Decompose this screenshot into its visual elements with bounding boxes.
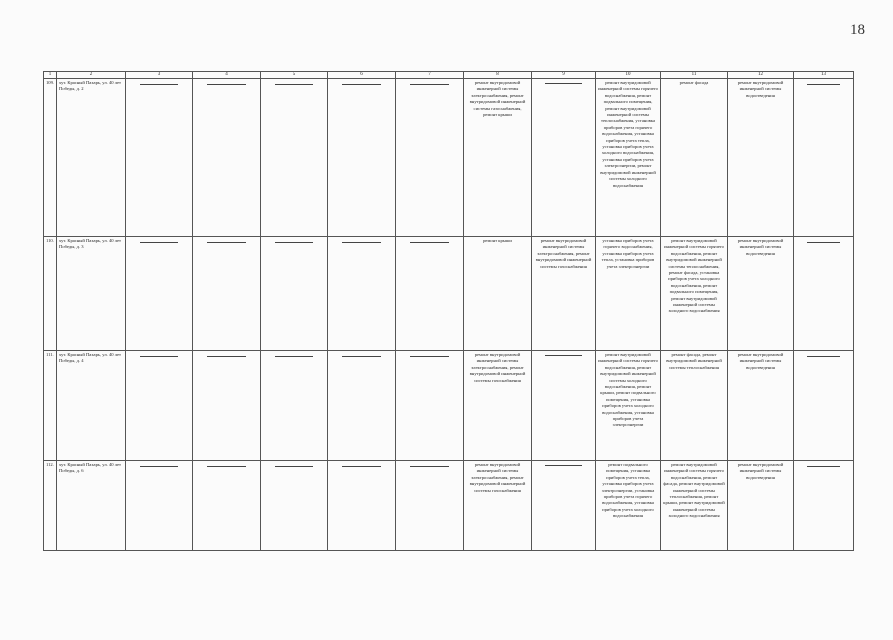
column-header: 8 xyxy=(464,72,532,79)
empty-cell xyxy=(126,79,193,237)
works-cell: ремонт фасада, ремонт внутридомовой инженерной системы теплоснабжения xyxy=(661,351,728,461)
empty-cell xyxy=(261,79,328,237)
works-cell: ремонт внутридомовой инженерной системы водоотведения xyxy=(728,461,794,551)
dash-mark xyxy=(342,466,381,467)
works-cell: ремонт внутридомовой инженерной системы электроснабжения, ремонт внутридомовой инженерной системы газоснабжения xyxy=(464,351,532,461)
row-address: хут. Красный Пахарь, ул. 40 лет Победы, д. 2 xyxy=(57,79,126,237)
empty-cell xyxy=(794,237,854,351)
empty-cell xyxy=(396,237,464,351)
dash-mark xyxy=(342,84,381,85)
dash-mark xyxy=(207,466,246,467)
dash-mark xyxy=(140,242,178,243)
row-number: 109. xyxy=(44,79,57,237)
dash-mark xyxy=(207,242,246,243)
dash-mark xyxy=(410,242,449,243)
row-number: 111. xyxy=(44,351,57,461)
dash-mark xyxy=(140,84,178,85)
dash-mark xyxy=(410,84,449,85)
dash-mark xyxy=(275,466,313,467)
empty-cell xyxy=(532,461,596,551)
dash-mark xyxy=(410,466,449,467)
dash-mark xyxy=(410,356,449,357)
table-row xyxy=(44,351,854,461)
dash-mark xyxy=(807,84,840,85)
row-address: хут. Красный Пахарь, ул. 40 лет Победы, д. 4 xyxy=(57,351,126,461)
empty-cell xyxy=(126,461,193,551)
column-header: 6 xyxy=(328,72,396,79)
empty-cell xyxy=(396,461,464,551)
works-cell: ремонт внутридомовой инженерной системы водоотведения xyxy=(728,351,794,461)
works-cell: ремонт внутридомовой инженерной системы водоотведения xyxy=(728,237,794,351)
empty-cell xyxy=(328,461,396,551)
dash-mark xyxy=(275,242,313,243)
works-cell: ремонт внутридомовой инженерной системы водоотведения xyxy=(728,79,794,237)
empty-cell xyxy=(794,351,854,461)
empty-cell xyxy=(193,461,261,551)
works-cell: ремонт внутридомовой инженерной системы электроснабжения, ремонт внутридомовой инженерной системы газоснабжения xyxy=(532,237,596,351)
works-cell: ремонт внутридомовой инженерной системы горячего водоснабжения, ремонт внутридомовой инженерной системы холодного водоснабжения, ремонт крыши, ремонт подвального помещения, установка приборов учета холодного водоснабжения, установка приборов учета электроэнергии xyxy=(596,351,661,461)
column-header: 10 xyxy=(596,72,661,79)
works-cell: ремонт внутридомовой инженерной системы горячего водоснабжения, ремонт внутридомовой инженерной системы теплоснабжения, ремонт фасада, установка приборов учета холодного водоснабжения, ремонт подвального помещения, ремонт внутридомовой инженерной системы холодного водоснабжения xyxy=(661,237,728,351)
empty-cell xyxy=(126,351,193,461)
column-header: 3 xyxy=(126,72,193,79)
empty-cell xyxy=(261,237,328,351)
empty-cell xyxy=(396,79,464,237)
dash-mark xyxy=(545,355,582,356)
works-cell: установка приборов учета горячего водоснабжения, установка приборов учета тепла, установка приборов учета электроэнергии xyxy=(596,237,661,351)
row-number: 110. xyxy=(44,237,57,351)
works-cell: ремонт крыши xyxy=(464,237,532,351)
column-header: 11 xyxy=(661,72,728,79)
works-cell: ремонт внутридомовой инженерной системы горячего водоснабжения, ремонт фасада, ремонт внутридомовой инженерной системы теплоснабжения, ремонт крыши, ремонт внутридомовой инженерной системы холодного водоснабжения xyxy=(661,461,728,551)
dash-mark xyxy=(275,84,313,85)
empty-cell xyxy=(193,237,261,351)
empty-cell xyxy=(794,461,854,551)
dash-mark xyxy=(275,356,313,357)
row-number: 112. xyxy=(44,461,57,551)
empty-cell xyxy=(193,351,261,461)
dash-mark xyxy=(807,466,840,467)
dash-mark xyxy=(207,356,246,357)
table-row xyxy=(44,237,854,351)
column-header: 1 xyxy=(44,72,57,79)
page-number: 18 xyxy=(850,22,865,38)
column-header: 12 xyxy=(728,72,794,79)
works-cell: ремонт внутридомовой инженерной системы электроснабжения, ремонт внутридомовой инженерной системы газоснабжения xyxy=(464,461,532,551)
table-row xyxy=(44,461,854,551)
dash-mark xyxy=(140,466,178,467)
column-header: 5 xyxy=(261,72,328,79)
empty-cell xyxy=(261,351,328,461)
row-address: хут. Красный Пахарь, ул. 40 лет Победы, д. 3 xyxy=(57,237,126,351)
header-row xyxy=(44,72,854,79)
column-header: 13 xyxy=(794,72,854,79)
empty-cell xyxy=(396,351,464,461)
dash-mark xyxy=(807,242,840,243)
column-header: 9 xyxy=(532,72,596,79)
works-cell: ремонт внутридомовой инженерной системы горячего водоснабжения, ремонт подвального помещения, ремонт внутридомовой инженерной системы теплоснабжения, установка приборов учета горячего водоснабжения, установка приборов учета тепла, установка приборов учета холодного водоснабжения, установка приборов учета электроэнергии, ремонт внутридомовой инженерной системы холодного водоснабжения xyxy=(596,79,661,237)
empty-cell xyxy=(794,79,854,237)
empty-cell xyxy=(328,237,396,351)
dash-mark xyxy=(342,242,381,243)
capital-repair-table xyxy=(43,71,854,551)
row-address: хут. Красный Пахарь, ул. 40 лет Победы, д. 6 xyxy=(57,461,126,551)
works-cell: ремонт внутридомовой инженерной системы электроснабжения, ремонт внутридомовой инженерной системы газоснабжения, ремонт крыши xyxy=(464,79,532,237)
dash-mark xyxy=(545,83,582,84)
dash-mark xyxy=(140,356,178,357)
empty-cell xyxy=(532,79,596,237)
dash-mark xyxy=(207,84,246,85)
works-cell: ремонт фасада xyxy=(661,79,728,237)
column-header: 2 xyxy=(57,72,126,79)
dash-mark xyxy=(342,356,381,357)
empty-cell xyxy=(328,79,396,237)
empty-cell xyxy=(126,237,193,351)
empty-cell xyxy=(193,79,261,237)
column-header: 7 xyxy=(396,72,464,79)
dash-mark xyxy=(807,356,840,357)
empty-cell xyxy=(261,461,328,551)
column-header: 4 xyxy=(193,72,261,79)
empty-cell xyxy=(532,351,596,461)
works-cell: ремонт подвального помещения, установка приборов учета тепла, установка приборов учета электроэнергии, установка приборов учета горячего водоснабжения, установка приборов учета холодного водоснабжения xyxy=(596,461,661,551)
dash-mark xyxy=(545,465,582,466)
empty-cell xyxy=(328,351,396,461)
table-row xyxy=(44,79,854,237)
